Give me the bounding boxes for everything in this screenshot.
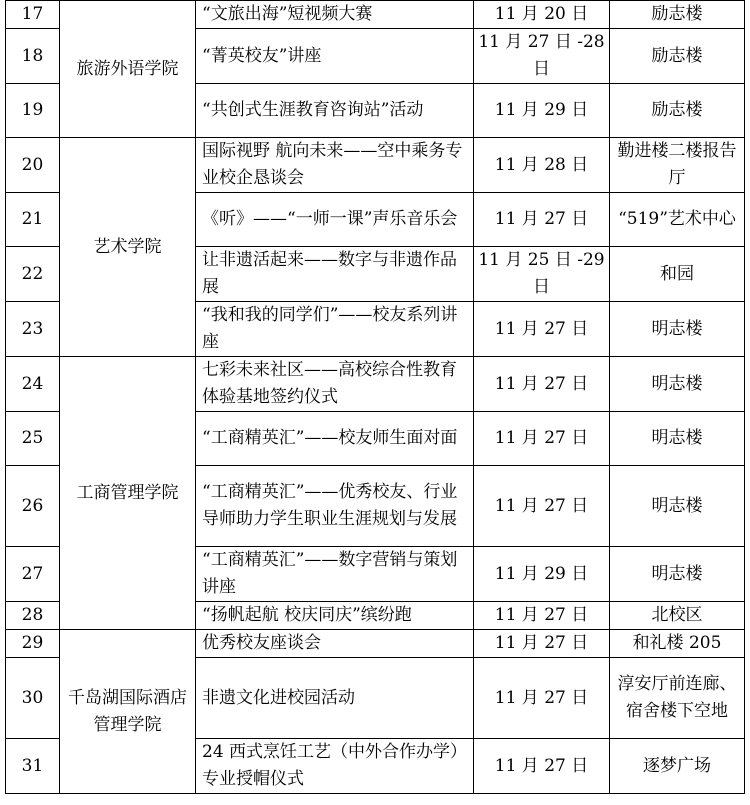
college-name: 工商管理学院 <box>60 357 196 630</box>
activity-name: “文旅出海”短视频大赛 <box>196 1 474 29</box>
activity-date: 11 月 20 日 <box>474 1 610 29</box>
activity-schedule-table <box>5 0 745 794</box>
activity-date: 11 月 27 日 <box>474 630 610 658</box>
row-number: 23 <box>6 302 60 357</box>
activity-date: 11 月 27 日 -28 日 <box>474 29 610 84</box>
activity-venue: 和礼楼 205 <box>610 630 745 658</box>
activity-venue: “519”艺术中心 <box>610 193 745 247</box>
activity-venue: 明志楼 <box>610 547 745 602</box>
activity-name: 国际视野 航向未来——空中乘务专业校企恳谈会 <box>196 138 474 193</box>
row-number: 30 <box>6 658 60 739</box>
activity-date: 11 月 27 日 <box>474 412 610 466</box>
table-row <box>6 357 745 412</box>
activity-date: 11 月 27 日 <box>474 658 610 739</box>
activity-date: 11 月 29 日 <box>474 547 610 602</box>
activity-date: 11 月 27 日 <box>474 602 610 630</box>
row-number: 27 <box>6 547 60 602</box>
college-name: 千岛湖国际酒店管理学院 <box>60 630 196 794</box>
row-number: 31 <box>6 739 60 794</box>
activity-venue: 和园 <box>610 247 745 302</box>
activity-name: 非遗文化进校园活动 <box>196 658 474 739</box>
activity-venue: 逐梦广场 <box>610 739 745 794</box>
activity-date: 11 月 27 日 <box>474 193 610 247</box>
activity-venue: 勤进楼二楼报告厅 <box>610 138 745 193</box>
activity-date: 11 月 28 日 <box>474 138 610 193</box>
row-number: 20 <box>6 138 60 193</box>
row-number: 29 <box>6 630 60 658</box>
activity-venue: 励志楼 <box>610 1 745 29</box>
activity-venue: 明志楼 <box>610 466 745 547</box>
table-row <box>6 138 745 193</box>
activity-date: 11 月 25 日 -29 日 <box>474 247 610 302</box>
table-row <box>6 630 745 658</box>
activity-date: 11 月 29 日 <box>474 84 610 138</box>
table-row <box>6 1 745 29</box>
row-number: 18 <box>6 29 60 84</box>
row-number: 28 <box>6 602 60 630</box>
activity-name: “工商精英汇”——优秀校友、行业导师助力学生职业生涯规划与发展 <box>196 466 474 547</box>
activity-venue: 励志楼 <box>610 84 745 138</box>
college-name: 艺术学院 <box>60 138 196 357</box>
activity-venue: 励志楼 <box>610 29 745 84</box>
activity-name: “菁英校友”讲座 <box>196 29 474 84</box>
activity-name: “我和我的同学们”——校友系列讲座 <box>196 302 474 357</box>
row-number: 26 <box>6 466 60 547</box>
activity-name: 《听》——“一师一课”声乐音乐会 <box>196 193 474 247</box>
row-number: 19 <box>6 84 60 138</box>
activity-venue: 明志楼 <box>610 302 745 357</box>
row-number: 21 <box>6 193 60 247</box>
activity-name: 优秀校友座谈会 <box>196 630 474 658</box>
row-number: 17 <box>6 1 60 29</box>
activity-venue: 北校区 <box>610 602 745 630</box>
row-number: 25 <box>6 412 60 466</box>
college-name: 旅游外语学院 <box>60 1 196 138</box>
activity-venue: 明志楼 <box>610 412 745 466</box>
activity-name: 让非遗活起来——数字与非遗作品展 <box>196 247 474 302</box>
activity-name: 24 西式烹饪工艺（中外合作办学）专业授帽仪式 <box>196 739 474 794</box>
activity-name: “扬帆起航 校庆同庆”缤纷跑 <box>196 602 474 630</box>
activity-name: “工商精英汇”——校友师生面对面 <box>196 412 474 466</box>
activity-date: 11 月 27 日 <box>474 357 610 412</box>
activity-name: 七彩未来社区——高校综合性教育体验基地签约仪式 <box>196 357 474 412</box>
activity-date: 11 月 27 日 <box>474 739 610 794</box>
activity-date: 11 月 27 日 <box>474 302 610 357</box>
activity-venue: 明志楼 <box>610 357 745 412</box>
activity-date: 11 月 27 日 <box>474 466 610 547</box>
activity-venue: 淳安厅前连廊、宿舍楼下空地 <box>610 658 745 739</box>
row-number: 22 <box>6 247 60 302</box>
activity-name: “工商精英汇”——数字营销与策划讲座 <box>196 547 474 602</box>
row-number: 24 <box>6 357 60 412</box>
activity-name: “共创式生涯教育咨询站”活动 <box>196 84 474 138</box>
